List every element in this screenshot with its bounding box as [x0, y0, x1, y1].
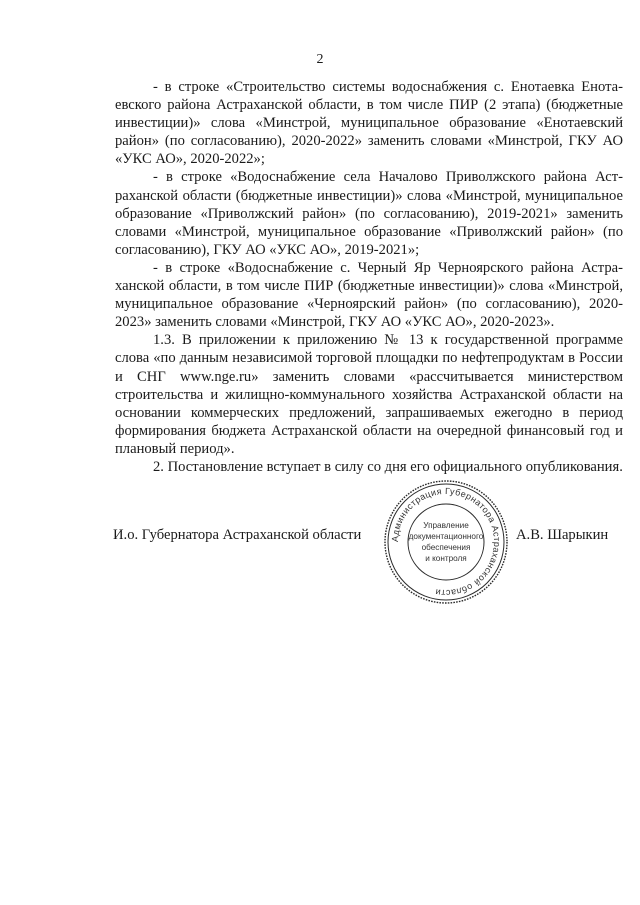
paragraph-2: 2. Постановление вступает в силу со дня его официального опубликования. [153, 458, 623, 475]
paragraph-nachalovo: - в строке «Водоснабжение села Началово Приволжского района Астраханской области (бюджетные инвестиции)» слова «Минстрой, муниципальное образование «Приволжский район» (по согласованию), 2019-2021» заменить словами «Минстрой, муниципальное образование «Приволжский район» (по согласованию), ГКУ АО «УКС АО», 2019-2021»; [115, 169, 623, 258]
seal-ring-text: Администрация Губернатора Астраханской области [389, 485, 503, 599]
seal-line-4: и контроля [425, 554, 467, 563]
seal-line-3: обеспечения [421, 543, 471, 552]
document-body [115, 78, 623, 476]
seal-line-2: документационного [408, 532, 484, 541]
seal-line-1: Управление [423, 521, 469, 530]
signatory-title: И.о. Губернатора Астраханской области [113, 527, 362, 543]
page-number: 2 [316, 52, 324, 67]
paragraph-1-3: 1.3. В приложении к приложению № 13 к государственной программе слова «по данным независимой торговой площадки по нефтепродуктам в России и СНГ www.nge.ru» заменить словами «рассчитывается министерством строительства и жилищно-коммунального хозяйства Астраханской области на основании коммерческих предложений, запрашиваемых ежегодно в период формирования бюджета Астраханской области на очередной финансовый год и плановый период». [115, 332, 623, 457]
paragraph-cherny-yar: - в строке «Водоснабжение с. Черный Яр Черноярского района Астраханской области, в том числе ПИР (бюджетные инвестиции)» слова «Минстрой, муниципальное образование «Черноярский район» (по согласованию), 2020-2023» заменить словами «Минстрой, ГКУ АО «УКС АО», 2020-2023». [115, 259, 623, 331]
paragraph-enotaevka: - в строке «Строительство системы водоснабжения с. Енотаевка Енотаевского района Астраханской области, в том числе ПИР (2 этапа) (бюджетные инвестиции)» слова «Минстрой, муниципальное образование «Енотаевский район» (по согласованию), 2020-2022» заменить словами «Минстрой, ГКУ АО «УКС АО», 2020-2022»; [115, 79, 623, 168]
official-seal [382, 478, 510, 606]
signatory-name: А.В. Шарыкин [516, 527, 609, 543]
